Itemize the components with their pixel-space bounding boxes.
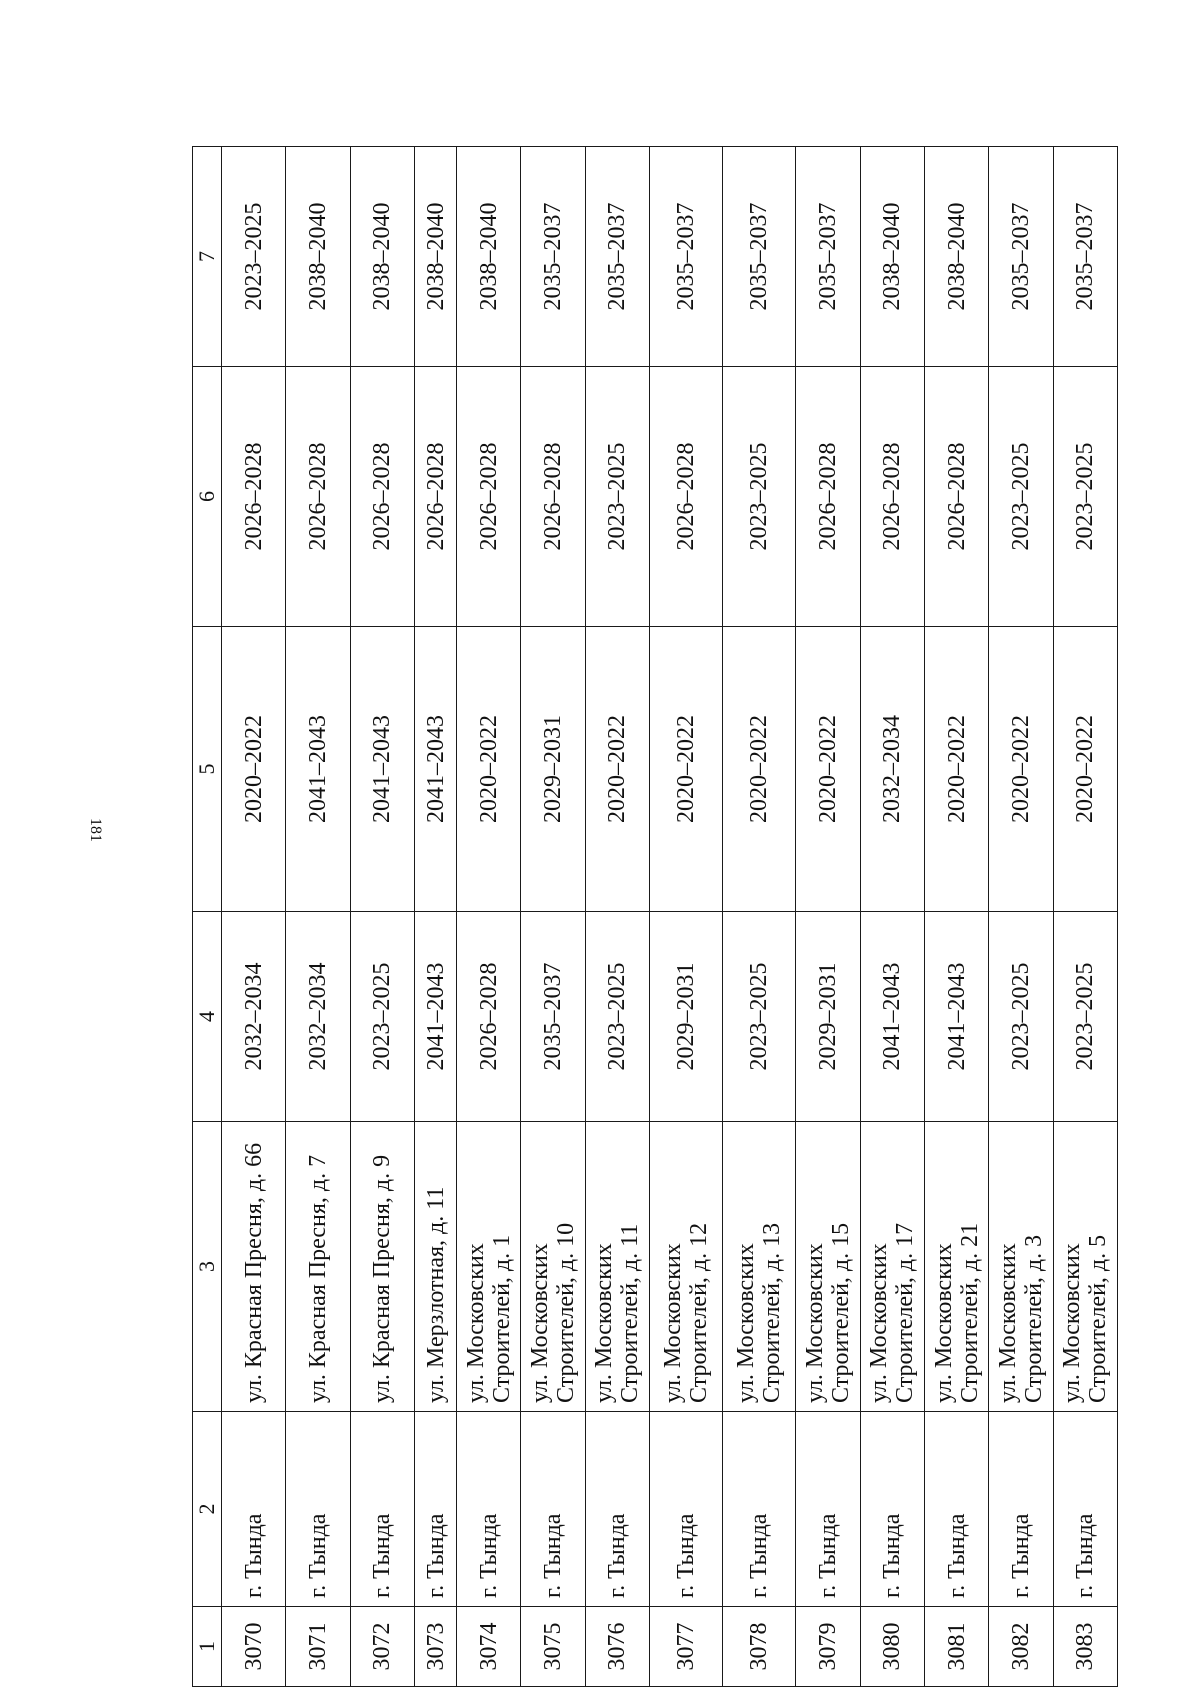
city-cell: г. Тында: [414, 1412, 456, 1607]
row-number-cell: 3082: [989, 1607, 1053, 1687]
address-cell: ул. Московских Строителей, д. 11: [585, 1122, 649, 1412]
period-cell: 2038–2040: [457, 147, 521, 367]
period-cell: 2041–2043: [286, 627, 350, 912]
rotated-table-frame: [192, 147, 1118, 1687]
period-cell: 2023–2025: [585, 912, 649, 1122]
row-number-cell: 3078: [723, 1607, 796, 1687]
period-cell: 2038–2040: [414, 147, 456, 367]
address-cell: ул. Красная Пресня, д. 9: [350, 1122, 414, 1412]
city-cell: г. Тында: [585, 1412, 649, 1607]
period-cell: 2026–2028: [925, 367, 989, 627]
period-cell: 2020–2022: [650, 627, 723, 912]
column-header: 2: [193, 1412, 222, 1607]
period-cell: 2023–2025: [723, 367, 796, 627]
table-row: [222, 147, 286, 1687]
row-number-cell: 3080: [860, 1607, 924, 1687]
city-cell: г. Тында: [350, 1412, 414, 1607]
period-cell: 2041–2043: [925, 912, 989, 1122]
address-cell: ул. Московских Строителей, д. 3: [989, 1122, 1053, 1412]
table-body: [222, 147, 1118, 1687]
address-cell: ул. Московских Строителей, д. 15: [796, 1122, 860, 1412]
column-header: 3: [193, 1122, 222, 1412]
period-cell: 2020–2022: [585, 627, 649, 912]
table-row: [723, 147, 796, 1687]
period-cell: 2020–2022: [796, 627, 860, 912]
period-cell: 2035–2037: [521, 147, 585, 367]
address-cell: ул. Московских Строителей, д. 5: [1053, 1122, 1117, 1412]
address-cell: ул. Красная Пресня, д. 7: [286, 1122, 350, 1412]
period-cell: 2035–2037: [650, 147, 723, 367]
address-cell: ул. Московских Строителей, д. 17: [860, 1122, 924, 1412]
column-header: 6: [193, 367, 222, 627]
period-cell: 2023–2025: [350, 912, 414, 1122]
period-cell: 2020–2022: [1053, 627, 1117, 912]
column-header: 5: [193, 627, 222, 912]
table-row: [350, 147, 414, 1687]
row-number-cell: 3079: [796, 1607, 860, 1687]
table-row: [457, 147, 521, 1687]
table-row: [989, 147, 1053, 1687]
period-cell: 2026–2028: [222, 367, 286, 627]
period-cell: 2026–2028: [796, 367, 860, 627]
period-cell: 2038–2040: [925, 147, 989, 367]
period-cell: 2041–2043: [860, 912, 924, 1122]
period-cell: 2020–2022: [723, 627, 796, 912]
period-cell: 2026–2028: [350, 367, 414, 627]
period-cell: 2026–2028: [286, 367, 350, 627]
address-cell: ул. Московских Строителей, д. 1: [457, 1122, 521, 1412]
row-number-cell: 3073: [414, 1607, 456, 1687]
period-cell: 2023–2025: [585, 367, 649, 627]
column-header: 7: [193, 147, 222, 367]
city-cell: г. Тында: [286, 1412, 350, 1607]
table-row: [286, 147, 350, 1687]
city-cell: г. Тында: [222, 1412, 286, 1607]
row-number-cell: 3072: [350, 1607, 414, 1687]
address-cell: ул. Мерзлотная, д. 11: [414, 1122, 456, 1412]
city-cell: г. Тында: [521, 1412, 585, 1607]
table-row: [860, 147, 924, 1687]
address-cell: ул. Красная Пресня, д. 66: [222, 1122, 286, 1412]
city-cell: г. Тында: [650, 1412, 723, 1607]
table-row: [796, 147, 860, 1687]
column-header: 4: [193, 912, 222, 1122]
period-cell: 2035–2037: [989, 147, 1053, 367]
period-cell: 2035–2037: [796, 147, 860, 367]
period-cell: 2026–2028: [650, 367, 723, 627]
period-cell: 2023–2025: [723, 912, 796, 1122]
period-cell: 2026–2028: [457, 367, 521, 627]
city-cell: г. Тында: [723, 1412, 796, 1607]
period-cell: 2020–2022: [457, 627, 521, 912]
period-cell: 2023–2025: [1053, 912, 1117, 1122]
row-number-cell: 3074: [457, 1607, 521, 1687]
table-row: [650, 147, 723, 1687]
row-number-cell: 3081: [925, 1607, 989, 1687]
period-cell: 2023–2025: [1053, 367, 1117, 627]
period-cell: 2032–2034: [286, 912, 350, 1122]
period-cell: 2026–2028: [414, 367, 456, 627]
period-cell: 2038–2040: [286, 147, 350, 367]
period-cell: 2041–2043: [414, 912, 456, 1122]
period-cell: 2032–2034: [222, 912, 286, 1122]
row-number-cell: 3070: [222, 1607, 286, 1687]
period-cell: 2020–2022: [222, 627, 286, 912]
address-cell: ул. Московских Строителей, д. 10: [521, 1122, 585, 1412]
period-cell: 2023–2025: [989, 912, 1053, 1122]
period-cell: 2035–2037: [521, 912, 585, 1122]
address-cell: ул. Московских Строителей, д. 13: [723, 1122, 796, 1412]
period-cell: 2023–2025: [222, 147, 286, 367]
period-cell: 2035–2037: [585, 147, 649, 367]
city-cell: г. Тында: [1053, 1412, 1117, 1607]
city-cell: г. Тында: [989, 1412, 1053, 1607]
period-cell: 2038–2040: [860, 147, 924, 367]
period-cell: 2029–2031: [650, 912, 723, 1122]
row-number-cell: 3076: [585, 1607, 649, 1687]
period-cell: 2026–2028: [521, 367, 585, 627]
period-cell: 2035–2037: [1053, 147, 1117, 367]
period-cell: 2038–2040: [350, 147, 414, 367]
table-row: [521, 147, 585, 1687]
row-number-cell: 3075: [521, 1607, 585, 1687]
page-number: 181: [87, 818, 104, 842]
period-cell: 2032–2034: [860, 627, 924, 912]
table-row: [1053, 147, 1117, 1687]
period-cell: 2026–2028: [457, 912, 521, 1122]
city-cell: г. Тында: [796, 1412, 860, 1607]
period-cell: 2035–2037: [723, 147, 796, 367]
table-row: [925, 147, 989, 1687]
period-cell: 2026–2028: [860, 367, 924, 627]
row-number-cell: 3083: [1053, 1607, 1117, 1687]
period-cell: 2023–2025: [989, 367, 1053, 627]
row-number-cell: 3071: [286, 1607, 350, 1687]
period-cell: 2041–2043: [414, 627, 456, 912]
period-cell: 2029–2031: [521, 627, 585, 912]
table-row: [585, 147, 649, 1687]
period-cell: 2020–2022: [925, 627, 989, 912]
table-header-row: [193, 147, 222, 1687]
period-cell: 2020–2022: [989, 627, 1053, 912]
table-row: [414, 147, 456, 1687]
address-cell: ул. Московских Строителей, д. 21: [925, 1122, 989, 1412]
period-cell: 2041–2043: [350, 627, 414, 912]
address-cell: ул. Московских Строителей, д. 12: [650, 1122, 723, 1412]
city-cell: г. Тында: [925, 1412, 989, 1607]
city-cell: г. Тында: [457, 1412, 521, 1607]
column-header: 1: [193, 1607, 222, 1687]
city-cell: г. Тында: [860, 1412, 924, 1607]
period-cell: 2029–2031: [796, 912, 860, 1122]
row-number-cell: 3077: [650, 1607, 723, 1687]
housing-register-table: [192, 146, 1118, 1687]
